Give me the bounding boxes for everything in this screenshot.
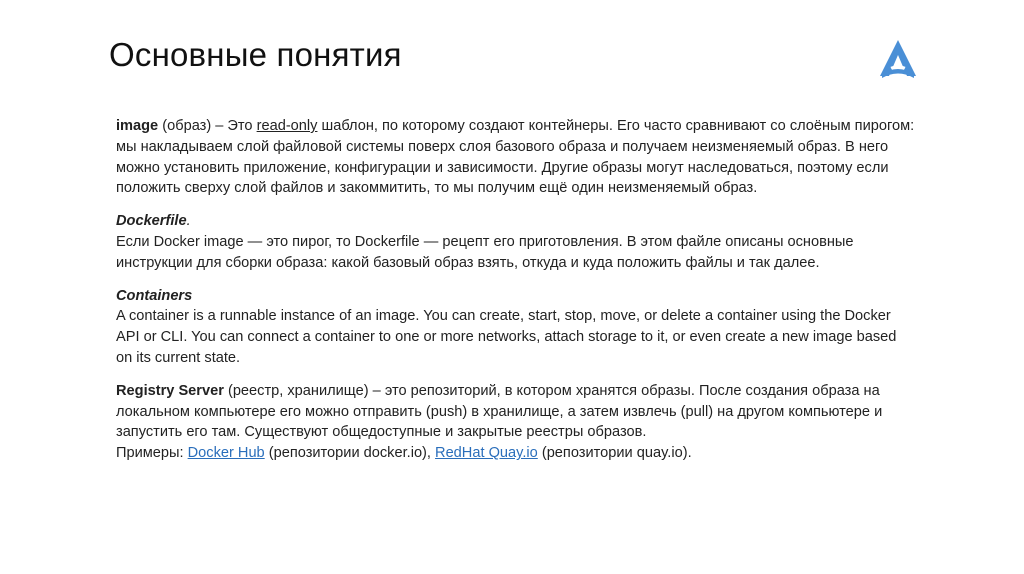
image-term: image [116, 118, 159, 134]
docker-hub-link[interactable]: Docker Hub [187, 445, 265, 462]
image-pre: (образ) – Это [158, 118, 257, 134]
slide-title: Основные понятия [109, 36, 402, 73]
dockerfile-description: Если Docker image — это пирог, то Dockerfile — рецепт его приготовления. В этом файле описаны основные инструкции для сборки образа: какой базовый образ взять, откуда и куда положить файлы и так далее. [116, 233, 854, 271]
registry-paragraph [116, 381, 916, 464]
registry-term: Registry Server [116, 382, 224, 399]
dockerfile-heading-dot: . [186, 213, 191, 230]
examples-label: Примеры: [116, 445, 188, 462]
quay-note: (репозитории quay.io). [537, 445, 692, 462]
image-paragraph [116, 116, 916, 199]
dockerfile-paragraph [116, 211, 916, 273]
dockerfile-heading: Dockerfile [116, 213, 187, 230]
containers-heading: Containers [116, 287, 193, 304]
containers-paragraph [116, 286, 916, 369]
content-body [116, 116, 916, 476]
redhat-quay-link[interactable]: RedHat Quay.io [435, 445, 538, 462]
registry-description: (реестр, хранилище) – это репозиторий, в котором хранятся образы. После создания образа на локальном компьютере его можно отправить (push) в хранилище, а затем извлечь (pull) на другом компьютере и запустить его там. Существуют общедоступные и закрытые реестры образов. [116, 382, 883, 441]
read-only-underlined: read-only [256, 118, 318, 134]
containers-description: A container is a runnable instance of an image. You can create, start, stop, move, or delete a container using the Docker API or CLI. You can connect a container to one or more networks, attach storage to it, or even create a new image based on its current state. [116, 308, 897, 366]
brand-a-logo-icon [876, 38, 920, 80]
image-description: шаблон, по которому создают контейнеры. Его часто сравнивают со слоёным пирогом: мы накладываем слой файловой системы поверх слоя базового образа и получаем неизменяемый образ. В него можно установить приложение, конфигурации и зависимости. Другие образы могут наследоваться, поэтому если положить сверху слой файлов и закоммитить, то мы получим ещё один неизменяемый образ. [116, 118, 915, 197]
docker-hub-note: (репозитории docker.io), [264, 445, 436, 462]
